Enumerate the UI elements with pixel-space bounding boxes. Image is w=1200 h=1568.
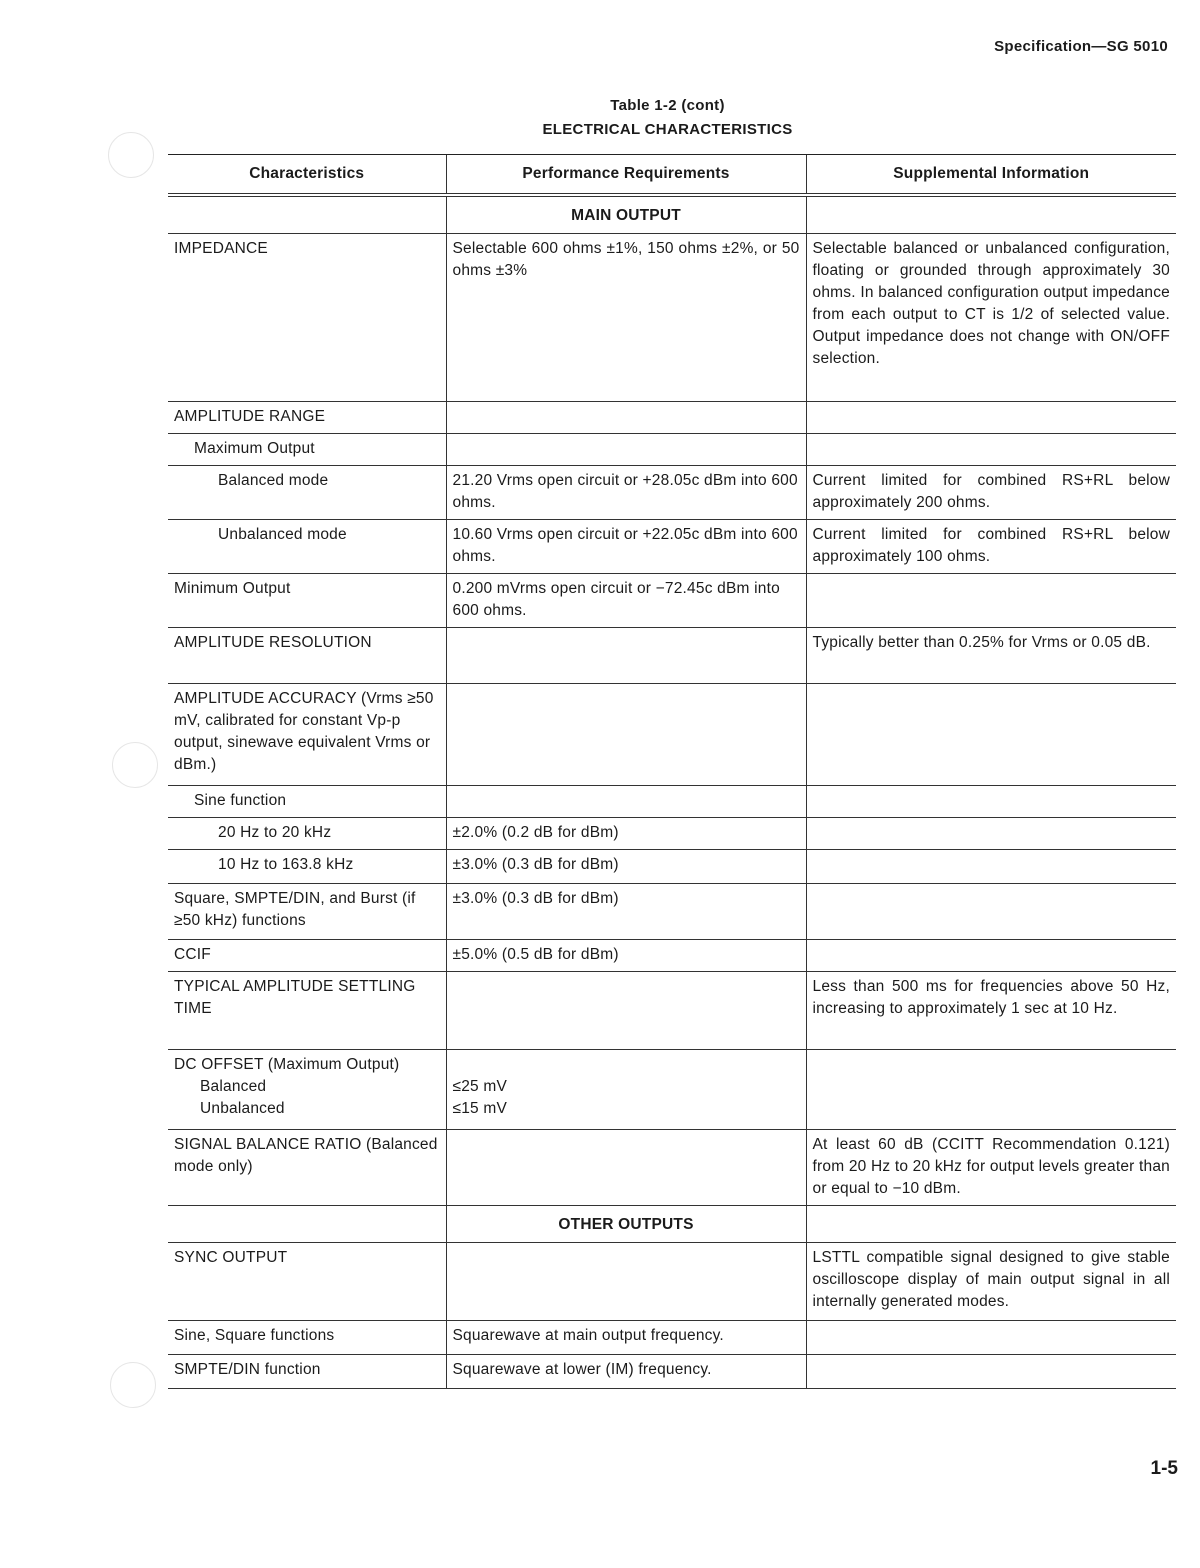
electrical-characteristics-table [168,154,1176,1389]
characteristic-cell: AMPLITUDE ACCURACY (Vrms ≥50 mV, calibrated for constant Vp-p output, sinewave equivalent Vrms or dBm.) [168,684,446,786]
section-label: OTHER OUTPUTS [446,1206,806,1243]
table-cell [806,884,1176,940]
table-cell [806,818,1176,850]
table-row [168,434,1176,466]
dc-offset-unbalanced-label: Unbalanced [200,1100,285,1117]
supplemental-cell: Less than 500 ms for frequencies above 50 Hz, increasing to approximately 1 sec at 10 Hz. [806,972,1176,1050]
scan-artifact-ring [108,132,154,178]
table-row [168,850,1176,884]
table-row [168,1130,1176,1206]
characteristic-cell: SIGNAL BALANCE RATIO (Balanced mode only) [168,1130,446,1206]
characteristic-cell: SYNC OUTPUT [168,1243,446,1321]
requirement-cell: 21.20 Vrms open circuit or +28.05c dBm into 600 ohms. [446,466,806,520]
table-row [168,818,1176,850]
table-row [168,786,1176,818]
table-row [168,972,1176,1050]
dc-offset-balanced-label: Balanced [200,1078,267,1095]
characteristic-cell: AMPLITUDE RANGE [168,402,446,434]
table-cell [168,195,446,234]
table-row [168,520,1176,574]
table-cell [446,786,806,818]
table-cell [806,574,1176,628]
requirement-cell: ±5.0% (0.5 dB for dBm) [446,940,806,972]
characteristic-cell: 10 Hz to 163.8 kHz [168,850,446,884]
characteristic-cell: Sine function [168,786,446,818]
table-cell [446,628,806,684]
characteristic-cell: Balanced mode [168,466,446,520]
table-cell [446,1243,806,1321]
table-row [168,940,1176,972]
table-row [168,1321,1176,1355]
characteristic-cell: 20 Hz to 20 kHz [168,818,446,850]
requirement-cell: ±3.0% (0.3 dB for dBm) [446,884,806,940]
table-row [168,884,1176,940]
requirement-cell: ±3.0% (0.3 dB for dBm) [446,850,806,884]
dc-offset-balanced-value: ≤25 mV [452,1078,508,1095]
requirement-cell [446,1050,806,1130]
supplemental-cell: Typically better than 0.25% for Vrms or 0.05 dB. [806,628,1176,684]
column-header-supplemental: Supplemental Information [806,155,1176,196]
characteristic-cell: AMPLITUDE RESOLUTION [168,628,446,684]
characteristic-cell: SMPTE/DIN function [168,1355,446,1389]
requirement-cell: Selectable 600 ohms ±1%, 150 ohms ±2%, or 50 ohms ±3% [446,234,806,402]
table-cell [446,402,806,434]
table-cell [806,940,1176,972]
table-cell [446,434,806,466]
supplemental-cell: Selectable balanced or unbalanced configuration, floating or grounded through approximately 30 ohms. In balanced configuration output impedance from each output to CT is 1/2 of selected value. Output impedance does not change with ON/OFF selection. [806,234,1176,402]
section-row-other-outputs [168,1206,1176,1243]
requirement-cell: Squarewave at lower (IM) frequency. [446,1355,806,1389]
table-row [168,684,1176,786]
table-cell [806,850,1176,884]
table-cell [168,1206,446,1243]
requirement-cell: ±2.0% (0.2 dB for dBm) [446,818,806,850]
table-cell [806,1355,1176,1389]
dc-offset-unbalanced-value: ≤15 mV [452,1100,508,1117]
table-row [168,574,1176,628]
table-row [168,628,1176,684]
table-row [168,234,1176,402]
table-caption [440,94,895,142]
table-cell [806,786,1176,818]
table-cell [446,1130,806,1206]
table-cell [806,1050,1176,1130]
table-row [168,402,1176,434]
characteristic-cell: TYPICAL AMPLITUDE SETTLING TIME [168,972,446,1050]
table-cell [446,684,806,786]
scan-artifact-ring [112,742,158,788]
table-cell [806,1321,1176,1355]
table-cell [806,402,1176,434]
table-header-row [168,155,1176,196]
table-row [168,1050,1176,1130]
requirement-cell: 10.60 Vrms open circuit or +22.05c dBm into 600 ohms. [446,520,806,574]
characteristic-cell: Sine, Square functions [168,1321,446,1355]
characteristic-cell: Minimum Output [168,574,446,628]
requirement-cell: 0.200 mVrms open circuit or −72.45c dBm into 600 ohms. [446,574,806,628]
requirement-cell: Squarewave at main output frequency. [446,1321,806,1355]
table-cell [806,434,1176,466]
scan-artifact-ring [110,1362,156,1408]
table-cell [806,195,1176,234]
supplemental-cell: Current limited for combined RS+RL below approximately 200 ohms. [806,466,1176,520]
characteristic-cell: Maximum Output [168,434,446,466]
section-row-main-output [168,195,1176,234]
table-cell [446,972,806,1050]
table-row [168,1355,1176,1389]
supplemental-cell: Current limited for combined RS+RL below approximately 100 ohms. [806,520,1176,574]
characteristic-cell: CCIF [168,940,446,972]
table-cell [806,1206,1176,1243]
characteristic-cell: Unbalanced mode [168,520,446,574]
characteristic-cell [168,1050,446,1130]
supplemental-cell: At least 60 dB (CCITT Recommendation 0.121) from 20 Hz to 20 kHz for output levels greater than or equal to −10 dBm. [806,1130,1176,1206]
characteristic-cell: IMPEDANCE [168,234,446,402]
table-cell [806,684,1176,786]
column-header-characteristics: Characteristics [168,155,446,196]
table-title: ELECTRICAL CHARACTERISTICS [542,121,793,138]
table-row [168,1243,1176,1321]
column-header-performance: Performance Requirements [446,155,806,196]
supplemental-cell: LSTTL compatible signal designed to give stable oscilloscope display of main output signal in all internally generated modes. [806,1243,1176,1321]
page-number: 1-5 [1150,1458,1178,1479]
table-row [168,466,1176,520]
characteristic-cell: Square, SMPTE/DIN, and Burst (if ≥50 kHz) functions [168,884,446,940]
table-number: Table 1-2 (cont) [610,97,725,114]
dc-offset-title: DC OFFSET (Maximum Output) [174,1056,400,1073]
running-head: Specification—SG 5010 [994,38,1168,55]
section-label: MAIN OUTPUT [446,195,806,234]
